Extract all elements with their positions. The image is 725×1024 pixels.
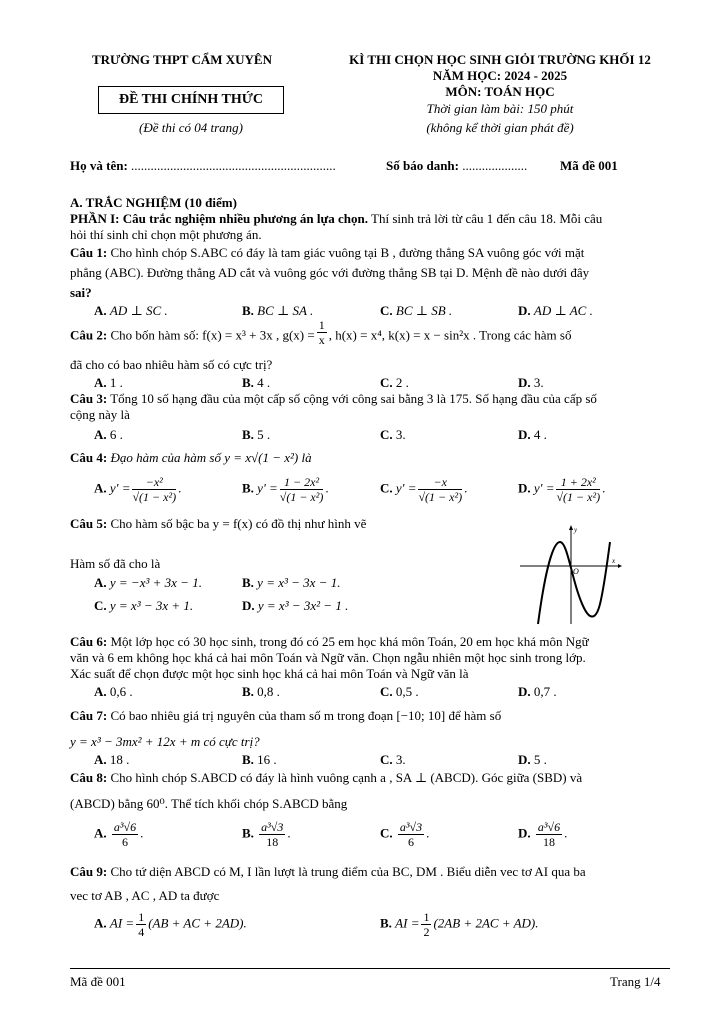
q8-option-c[interactable]: C. $\frac{\text{a³√3}}{6}$ . — [380, 820, 430, 849]
part-instructions — [70, 211, 670, 227]
q1-option-b[interactable]: B. BC ⊥ SA . — [242, 303, 314, 318]
q6-option-b[interactable]: B. 0,8 . — [242, 684, 280, 699]
time-limit: Thời gian làm bài: 150 phút — [426, 101, 574, 116]
q5-option-d[interactable]: D. y = x³ − 3x² − 1 . — [242, 598, 349, 613]
footer-page: Trang 1/4 — [610, 974, 661, 989]
q7-option-d[interactable]: D. 5 . — [518, 752, 547, 767]
q2-option-d[interactable]: D. 3. — [518, 375, 544, 390]
y-axis-label: y — [574, 526, 578, 534]
q4-option-b[interactable]: B. y' = $\frac{\text{1 − 2x²}}{\text{√(1 − x²)}}$ . — [242, 475, 329, 504]
q5-line2: Hàm số đã cho là — [70, 556, 161, 571]
q8-option-a[interactable]: A. $\frac{\text{a³√6}}{6}$ . — [94, 820, 144, 849]
q3-option-a[interactable]: A. 6 . — [94, 427, 123, 442]
q5-option-c[interactable]: C. y = x³ − 3x + 1. — [94, 598, 194, 613]
part-title: PHẦN I: Câu trắc nghiệm nhiều phương án lựa chọn. — [70, 211, 369, 226]
part-text: Thí sinh trả lời từ câu 1 đến câu 18. Mỗi câu — [368, 211, 603, 226]
section-title: A. TRẮC NGHIỆM (10 điểm) — [70, 195, 237, 210]
x-axis-label: x — [612, 557, 616, 565]
exam-title: KÌ THI CHỌN HỌC SINH GIỎI TRƯỜNG KHỐI 12 — [349, 52, 651, 67]
q8-option-b[interactable]: B. $\frac{\text{a³√3}}{18}$ . — [242, 820, 291, 849]
q1-line3: sai? — [70, 285, 92, 300]
official-exam-box: ĐỀ THI CHÍNH THỨC — [98, 86, 284, 114]
subject: MÔN: TOÁN HỌC — [445, 84, 555, 99]
q9-option-a[interactable]: A. AI = $\frac{1}{4}$ (AB + AC + 2AD). — [94, 910, 247, 939]
x-arrow — [618, 564, 622, 568]
q6-option-a[interactable]: A. 0,6 . — [94, 684, 133, 699]
q3-option-b[interactable]: B. 5 . — [242, 427, 271, 442]
q1-text: Cho hình chóp S.ABC có đáy là tam giác vuông tại B , đường thẳng SA vuông góc với mặt — [107, 245, 585, 260]
q2-option-c[interactable]: C. 2 . — [380, 375, 409, 390]
pages-note: (Đề thi có 04 trang) — [139, 120, 243, 135]
question-7: Câu 7: Có bao nhiêu giá trị nguyên của tham số m trong đoạn [−10; 10] để hàm số — [70, 708, 502, 723]
q4-option-a[interactable]: A. y' = $\frac{\text{−x²}}{\text{√(1 − x²)}}$ . — [94, 475, 182, 504]
question-3: Câu 3: Tổng 10 số hạng đầu của một cấp số cộng với công sai bằng 3 là 175. Số hạng đầu của cấp số — [70, 391, 597, 406]
q3-option-d[interactable]: D. 4 . — [518, 427, 547, 442]
q6-option-d[interactable]: D. 0,7 . — [518, 684, 557, 699]
q5-option-a[interactable]: A. y = −x³ + 3x − 1. — [94, 575, 202, 590]
school-year: NĂM HỌC: 2024 - 2025 — [432, 68, 568, 83]
q2-option-a[interactable]: A. 1 . — [94, 375, 123, 390]
candidate-line — [70, 158, 336, 174]
q2-option-b[interactable]: B. 4 . — [242, 375, 271, 390]
id-dots: .................... — [462, 158, 528, 173]
q6-line2: văn và 6 em không học khá cả hai môn Toán và Ngữ văn. Chọn ngẫu nhiên một học sinh trong lớp. — [70, 650, 586, 665]
q7-option-a[interactable]: A. 18 . — [94, 752, 130, 767]
id-label: Số báo danh: — [386, 158, 459, 173]
q1-option-a[interactable]: A. AD ⊥ SC . — [94, 303, 168, 318]
q6-line3: Xác suất để chọn được một học sinh học khá cả hai môn Toán và Ngữ văn là — [70, 666, 469, 681]
footer-divider — [70, 968, 670, 969]
q7-option-c[interactable]: C. 3. — [380, 752, 406, 767]
q7-option-b[interactable]: B. 16 . — [242, 752, 277, 767]
q5-option-b[interactable]: B. y = x³ − 3x − 1. — [242, 575, 341, 590]
question-4: Câu 4: Đạo hàm của hàm số y = x√(1 − x²) là — [70, 450, 312, 465]
question-2: Câu 2: Cho bốn hàm số: f(x) = x³ + 3x , g(x) = $\frac{1}{x}$ , h(x) = x⁴, k(x) = x − sin²x . Trong các hàm số — [70, 318, 572, 347]
time-note: (không kể thời gian phát đề) — [426, 120, 574, 135]
q1-line2: phẳng (ABC). Đường thẳng AD cắt và vuông góc với đường thẳng SB tại D. Mệnh đề nào dưới đây — [70, 265, 590, 280]
q3-option-c[interactable]: C. 3. — [380, 427, 406, 442]
exam-code: Mã đề 001 — [560, 158, 618, 173]
question-8: Câu 8: Cho hình chóp S.ABCD có đáy là hình vuông cạnh a , SA ⊥ (ABCD). Góc giữa (SBD) và — [70, 770, 583, 785]
q1-label: Câu 1: — [70, 245, 108, 260]
y-arrow — [569, 525, 573, 530]
part-instructions-2: hỏi thí sinh chỉ chọn một phương án. — [70, 227, 262, 242]
candidate-id-line — [386, 158, 527, 174]
q8-line2: (ABCD) bằng 60⁰. Thể tích khối chóp S.ABCD bằng — [70, 796, 348, 811]
name-dots: ............................................................... — [131, 158, 336, 173]
q6-option-c[interactable]: C. 0,5 . — [380, 684, 419, 699]
footer-code: Mã đề 001 — [70, 974, 126, 989]
q4-option-c[interactable]: C. y' = $\frac{-x}{\text{√(1 − x²)}}$ . — [380, 475, 468, 504]
q2-line2: đã cho có bao nhiêu hàm số có cực trị? — [70, 357, 273, 372]
question-1 — [70, 245, 670, 261]
origin-label: O — [573, 567, 579, 576]
q3-line2: cộng này là — [70, 407, 130, 422]
q1-option-c[interactable]: C. BC ⊥ SB . — [380, 303, 453, 318]
question-9: Câu 9: Cho tứ diện ABCD có M, I lần lượt là trung điểm của BC, DM . Biểu diễn vec tơ AI qua ba — [70, 864, 586, 879]
question-5: Câu 5: Cho hàm số bậc ba y = f(x) có đồ thị như hình vẽ — [70, 516, 367, 531]
cubic-graph — [518, 524, 626, 628]
q7-line2: y = x³ − 3mx² + 12x + m có cực trị? — [70, 734, 260, 749]
q9-line2: vec tơ AB , AC , AD ta được — [70, 888, 220, 903]
q4-option-d[interactable]: D. y' = $\frac{\text{1 + 2x²}}{\text{√(1 − x²)}}$ . — [518, 475, 606, 504]
question-6: Câu 6: Một lớp học có 30 học sinh, trong đó có 25 em học khá môn Toán, 20 em học khá môn Ngữ — [70, 634, 589, 649]
q1-option-d[interactable]: D. AD ⊥ AC . — [518, 303, 593, 318]
name-label: Họ và tên: — [70, 158, 128, 173]
school-name: TRƯỜNG THPT CẨM XUYÊN — [92, 52, 272, 67]
q9-option-b[interactable]: B. AI = $\frac{1}{2}$ (2AB + 2AC + AD). — [380, 910, 539, 939]
q8-option-d[interactable]: D. $\frac{\text{a³√6}}{18}$ . — [518, 820, 568, 849]
cubic-curve — [538, 542, 610, 624]
q2-fraction: $\frac{1}{x}$ — [318, 318, 325, 347]
